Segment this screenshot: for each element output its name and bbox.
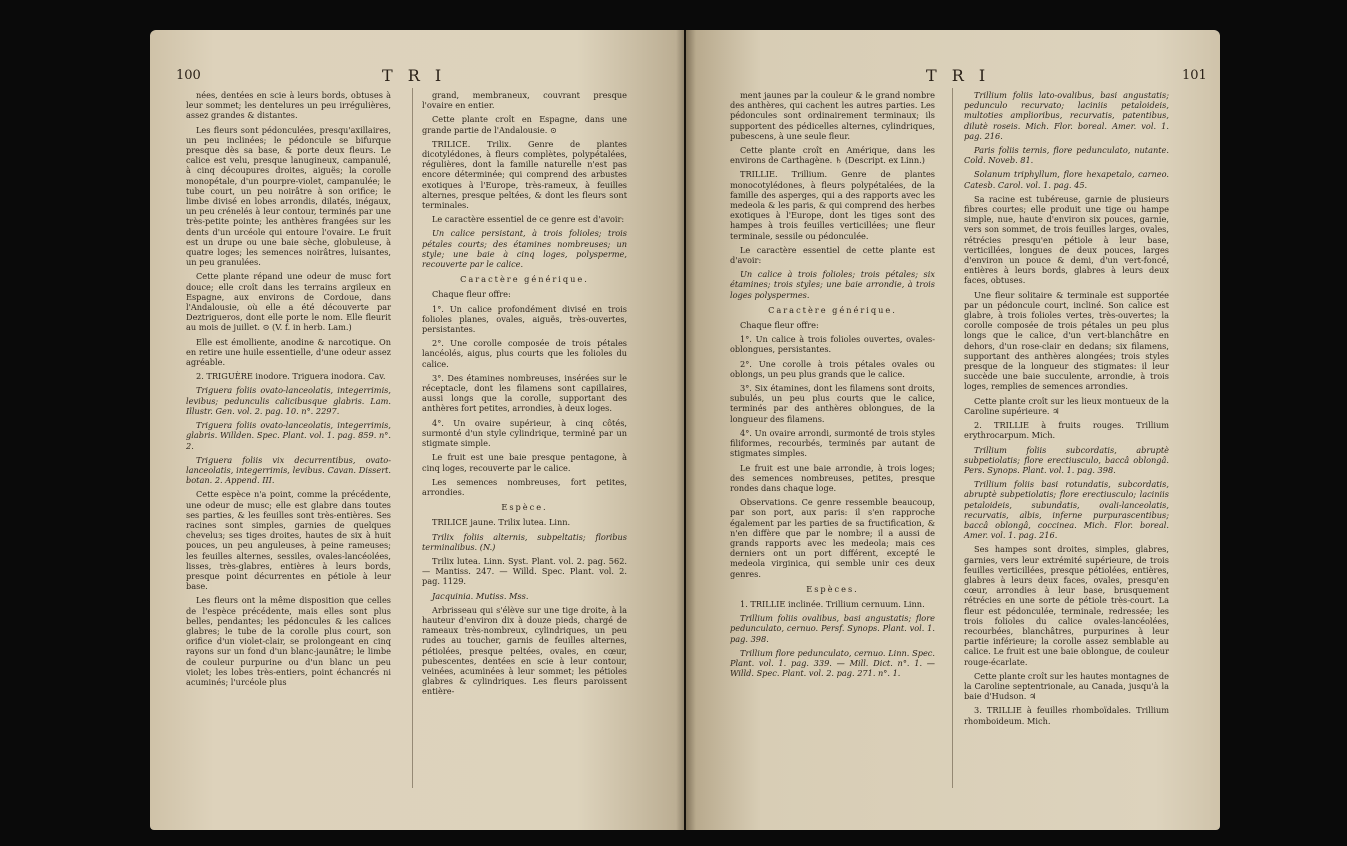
text-paragraph: Les semences nombreuses, fort petites, arrondies. <box>422 476 627 497</box>
text-paragraph: Observations. Ce genre ressemble beaucoup, par son port, aux paris: il s'en rapproche également par les parties de sa fructification, & n'en diffère que par le nombre; il a aussi de grands rapports avec les medeola; mais ces derniers ont un port différent, excepté le medeola virginica, qui semble unir ces deux genres. <box>730 497 935 579</box>
text-paragraph: Trilix lutea. Linn. Syst. Plant. vol. 2. pag. 562. — Mantiss. 247. — Willd. Spec. Plant. vol. 2. pag. 1129. <box>422 555 627 587</box>
left-running-head: T R I <box>382 66 447 85</box>
text-paragraph: Jacquinia. Mutiss. Mss. <box>432 590 529 601</box>
open-book <box>150 30 1220 830</box>
column-rule <box>412 88 413 788</box>
text-paragraph: Espèces. <box>806 583 859 594</box>
text-paragraph: Sa racine est tubéreuse, garnie de plusieurs fibres courtes; elle produit une tige ou hampe simple, nue, haute d'environ six pouces, garnie, vers son sommet, de trois feuilles larges, ovales, rétrécies presqu'en pétiole à leur base, verticillées, longues de deux pouces, larges d'environ un pouce & demi, d'un vert-foncé, entières à leurs bords, glabres à leurs deux faces, obtuses. <box>964 193 1169 286</box>
text-paragraph: Cette espèce n'a point, comme la précédente, une odeur de musc; elle est glabre dans toutes ses parties, & les feuilles sont très-entières. Ses racines sont simples, garnies de quelques cheveluз; ses tiges droites, hautes de six à huit pouces, un peu anguleuses, à peine rameuses; les feuilles alternes, sessiles, ovales-lancéolées, lisses, très-glabres, entières à leurs bords, presque point décurrentes en pétiole à leur base. <box>186 489 391 592</box>
text-paragraph: Cette plante croît en Espagne, dans une grande partie de l'Andalousie. ⊙ <box>422 114 627 135</box>
text-paragraph: Une fleur solitaire & terminale est supportée par un pédoncule court, incliné. Son calice est glabre, à trois folioles vertes, très-ouvertes; la corolle composée de trois pétales un peu plus longs que le calice, d'un vert-blanchâtre en dehors, d'un rose-clair en dedans; six filamens, supportant des anthères alongées; trois styles presque de la longueur des stigmates: il leur succède une baie succulente, arrondie, à trois loges, remplies de semences arrondies. <box>964 289 1169 392</box>
text-paragraph: 1. TRILLIE inclinée. Trillium cernuum. Linn. <box>740 598 925 609</box>
text-paragraph: Ses hampes sont droites, simples, glabres, garnies, vers leur extrémité supérieure, de trois feuilles verticillées, presque pétiolées, entières, glabres à leurs deux faces, ovales, presqu'en cœur, arrondies à leur base, brusquement rétrécies en une sorte de pétiole très-court. La fleur est pédonculée, terminale, redressée; les trois folioles du calice ovales-lancéolées, recourbées, blanchâtres, purpurines à leur partie inférieure; la corolle assez semblable au calice. Le fruit est une baie oblongue, de couleur rouge-écarlate. <box>964 544 1169 667</box>
right-column-1 <box>730 90 935 682</box>
text-paragraph: Trillium foliis lato-ovalibus, basi angustatis; pedunculo recurvato; laciniis petaloideis, multoties amplioribus, recurvatis, patentibus, dilutè roseis. Mich. Flor. boreal. Amer. vol. 1. pag. 216. <box>964 90 1169 141</box>
text-paragraph: Arbrisseau qui s'élève sur une tige droite, à la hauteur d'environ dix à douze pieds, chargé de rameaux très-nombreux, cylindriques, un peu rudes au toucher, garnis de feuilles alternes, pétiolées, presque peltées, ovales, en cœur, pubescentes, dentées en scie à leur contour, veinées, acuminées à leur sommet; les pétioles glabres & cylindriques. Les fleurs paroissent entière- <box>422 604 627 697</box>
left-page-number: 100 <box>176 68 201 83</box>
left-column-2 <box>422 90 627 701</box>
text-paragraph: 1°. Un calice profondément divisé en trois folioles planes, ovales, aiguës, très-ouvertes, persistantes. <box>422 303 627 335</box>
text-paragraph: Cette plante croît en Amérique, dans les environs de Carthagène. ♄ (Descript. ex Linn.) <box>730 145 935 166</box>
text-paragraph: Le fruit est une baie arrondie, à trois loges; des semences nombreuses, petites, presque rondes dans chaque loge. <box>730 462 935 493</box>
text-paragraph: Trillium foliis subcordatis, abruptè subpetiolatis; flore erectiusculo, baccâ oblongâ. Pers. Synops. Plant. vol. 1. pag. 398. <box>964 444 1169 475</box>
text-paragraph: Trillium flore pedunculato, cernuo. Linn. Spec. Plant. vol. 1. pag. 339. — Mill. Dict. n°. 1. — Willd. Spec. Plant. vol. 2. pag. 271. n°. 1. <box>730 647 935 679</box>
text-paragraph: Paris foliis ternis, flore pedunculato, nutante. Cold. Noveb. 81. <box>964 145 1169 166</box>
text-paragraph: 2. TRIGUÈRE inodore. Triguera inodora. Cav. <box>196 371 386 382</box>
text-paragraph: Trillium foliis ovalibus, basi angustatis; flore pedunculato, cernuo. Persf. Synops. Plant. vol. 1. pag. 398. <box>730 613 935 644</box>
text-paragraph: Cette plante croît sur les lieux montueux de la Caroline supérieure. ♃ <box>964 395 1169 416</box>
text-paragraph: TRILICE jaune. Trilix lutea. Linn. <box>432 517 571 528</box>
text-paragraph: Les fleurs ont la même disposition que celles de l'espèce précédente, mais elles sont plus belles, pendantes; les pédoncules & les calices glabres; le tube de la corolle plus court, son orifice d'un violet-clair, se prolongeant en cinq rayons sur un fond d'un blanc-jaunâtre; le limbe de couleur purpurine ou d'un blanc un peu violet; les lobes très-entiers, point échancrés ni acuminés; l'urcéole plus <box>186 595 391 687</box>
text-paragraph: Trillium foliis basi rotundatis, subcordatis, abruptè subpetiolatis; flore erectiusculo; laciniis petaloideis, subundatis, ovali-lanceolatis, recurvatis, albis, inferne purpurascentibus; baccâ oblongâ, coccinea. Mich. Flor. boreal. Amer. vol. 1. pag. 216. <box>964 479 1169 541</box>
left-column-1 <box>186 90 391 691</box>
column-rule <box>952 88 953 788</box>
text-paragraph: 3. TRILLIE à feuilles rhomboïdales. Trillium rhomboideum. Mich. <box>964 705 1169 726</box>
text-paragraph: 2°. Une corolle composée de trois pétales lancéolés, aigus, plus courts que les folioles du calice. <box>422 338 627 369</box>
text-paragraph: Espèce. <box>501 502 548 513</box>
text-paragraph: Trilix foliis alternis, subpeltatis; floribus terminalibus. (N.) <box>422 531 627 552</box>
text-paragraph: Le fruit est une baie presque pentagone, à cinq loges, recouverte par le calice. <box>422 452 627 473</box>
left-page <box>150 30 684 830</box>
text-paragraph: Un calice persistant, à trois folioles; trois pétales courts; des étamines nombreuses; un style; une baie à cinq loges, polysperme, recouverte par le calice. <box>422 228 627 270</box>
text-paragraph: Solanum triphyllum, flore hexapetalo, carneo. Catesb. Carol. vol. 1. pag. 45. <box>964 169 1169 190</box>
text-paragraph: ment jaunes par la couleur & le grand nombre des anthères, qui cachent les autres parties. Les pédoncules sont ordinairement terminaux; ils supportent des pédicelles alternes, cylindriques, pubescens, à une seule fleur. <box>730 90 935 141</box>
text-paragraph: grand, membraneux, couvrant presque l'ovaire en entier. <box>422 90 627 111</box>
text-paragraph: Triguera foliis vix decurrentibus, ovato-lanceolatis, integerrimis, levibus. Cavan. Dissert. botan. 2. Append. III. <box>186 454 391 486</box>
text-paragraph: Les fleurs sont pédonculées, presqu'axillaires, un peu inclinées; le pédoncule se bifurque presque dès sa base, & porte deux fleurs. Le calice est velu, presque lanugineux, campanulé, à cinq découpures droites, aiguës; la corolle monopétale, d'un pourpre-violet, campanulée; le tube court, un peu noirâtre à son orifice; le limbe divisé en lobes arrondis, dilatés, inégaux, un peu crénelés à leur contour, terminés par une très-petite pointe; les anthères frangées sur les dents d'un urcéole qui entoure l'ovaire. Le fruit est un drupe ou une baie sèche, globuleuse, à quatre loges; les semences noirâtres, luisantes, un peu granulées. <box>186 124 391 268</box>
text-paragraph: 2°. Une corolle à trois pétales ovales ou oblongs, un peu plus grands que le calice. <box>730 358 935 379</box>
right-running-head: T R I <box>926 66 991 85</box>
text-paragraph: Le caractère essentiel de cette plante est d'avoir: <box>730 244 935 266</box>
right-page <box>686 30 1220 830</box>
text-paragraph: Le caractère essentiel de ce genre est d'avoir: <box>432 214 625 225</box>
text-paragraph: Chaque fleur offre: <box>432 289 511 300</box>
text-paragraph: Cette plante croît sur les hautes montagnes de la Caroline septentrionale, au Canada, jusqu'à la baie d'Hudson. ♃ <box>964 670 1169 702</box>
text-paragraph: Caractère générique. <box>460 274 589 285</box>
text-paragraph: Chaque fleur offre: <box>740 320 819 331</box>
text-paragraph: 4°. Un ovaire arrondi, surmonté de trois styles filiformes, recourbés, terminés par autant de stigmates simples. <box>730 427 935 459</box>
right-page-number: 101 <box>1182 68 1207 83</box>
text-paragraph: Cette plante répand une odeur de musc fort douce; elle croît dans les terrains argileux en Espagne, aux environs de Cordoue, dans l'Andalousie, où elle a été découverte par Deztrigueros, dont elle porte le nom. Elle fleurit au mois de juillet. ⊙ (V. f. in herb. Lam.) <box>186 271 391 333</box>
text-paragraph: Elle est émolliente, anodine & narcotique. On en retire une huile essentielle, d'une odeur assez agréable. <box>186 336 391 368</box>
text-paragraph: 4°. Un ovaire supérieur, à cinq côtés, surmonté d'un style cylindrique, terminé par un stigmate simple. <box>422 417 627 449</box>
text-paragraph: 3°. Des étamines nombreuses, insérées sur le réceptacle, dont les filamens sont capillaires, aussi longs que la corolle, supportant des anthères fort petites, arrondies, à deux loges. <box>422 372 627 414</box>
text-paragraph: 3°. Six étamines, dont les filamens sont droits, subulés, un peu plus courts que le calice, terminés par des anthères oblongues, de la longueur des filamens. <box>730 383 935 424</box>
text-paragraph: Triguera foliis ovato-lanceolatis, integerrimis, glabris. Willden. Spec. Plant. vol. 1. pag. 859. n°. 2. <box>186 420 391 451</box>
text-paragraph: TRILICE. Trilix. Genre de plantes dicotylédones, à fleurs complètes, polypétalées, régulières, dont la famille naturelle n'est pas encore déterminée; qui comprend des arbustes exotiques à l'Europe, très-rameux, à feuilles alternes, presque peltées, & dont les fleurs sont terminales. <box>422 138 627 211</box>
text-paragraph: TRILLIE. Trillium. Genre de plantes monocotylédones, à fleurs polypétalées, de la famille des asperges, qui a des rapports avec les medeola & les paris, & qui comprend des herbes exotiques à l'Europe, dont les tiges sont des hampes à trois feuilles verticillées; une fleur terminale, sessile ou pédonculée. <box>730 169 935 241</box>
text-paragraph: nées, dentées en scie à leurs bords, obtuses à leur sommet; les dentelures un peu irrégulières, assez grandes & distantes. <box>186 90 391 121</box>
text-paragraph: 1°. Un calice à trois folioles ouvertes, ovales-oblongues, persistantes. <box>730 334 935 355</box>
text-paragraph: Caractère générique. <box>768 304 897 315</box>
book-gutter <box>676 30 696 830</box>
text-paragraph: Triguera foliis ovato-lanceolatis, integerrimis, levibus; pedunculis calicibusque glabris. Lam. Illustr. Gen. vol. 2. pag. 10. n°. 2297. <box>186 385 391 416</box>
text-paragraph: Un calice à trois folioles; trois pétales; six étamines; trois styles; une baie arrondie, à trois loges polyspermes. <box>730 269 935 300</box>
right-column-2 <box>964 90 1169 730</box>
text-paragraph: 2. TRILLIE à fruits rouges. Trillium erythrocarpum. Mich. <box>964 420 1169 441</box>
